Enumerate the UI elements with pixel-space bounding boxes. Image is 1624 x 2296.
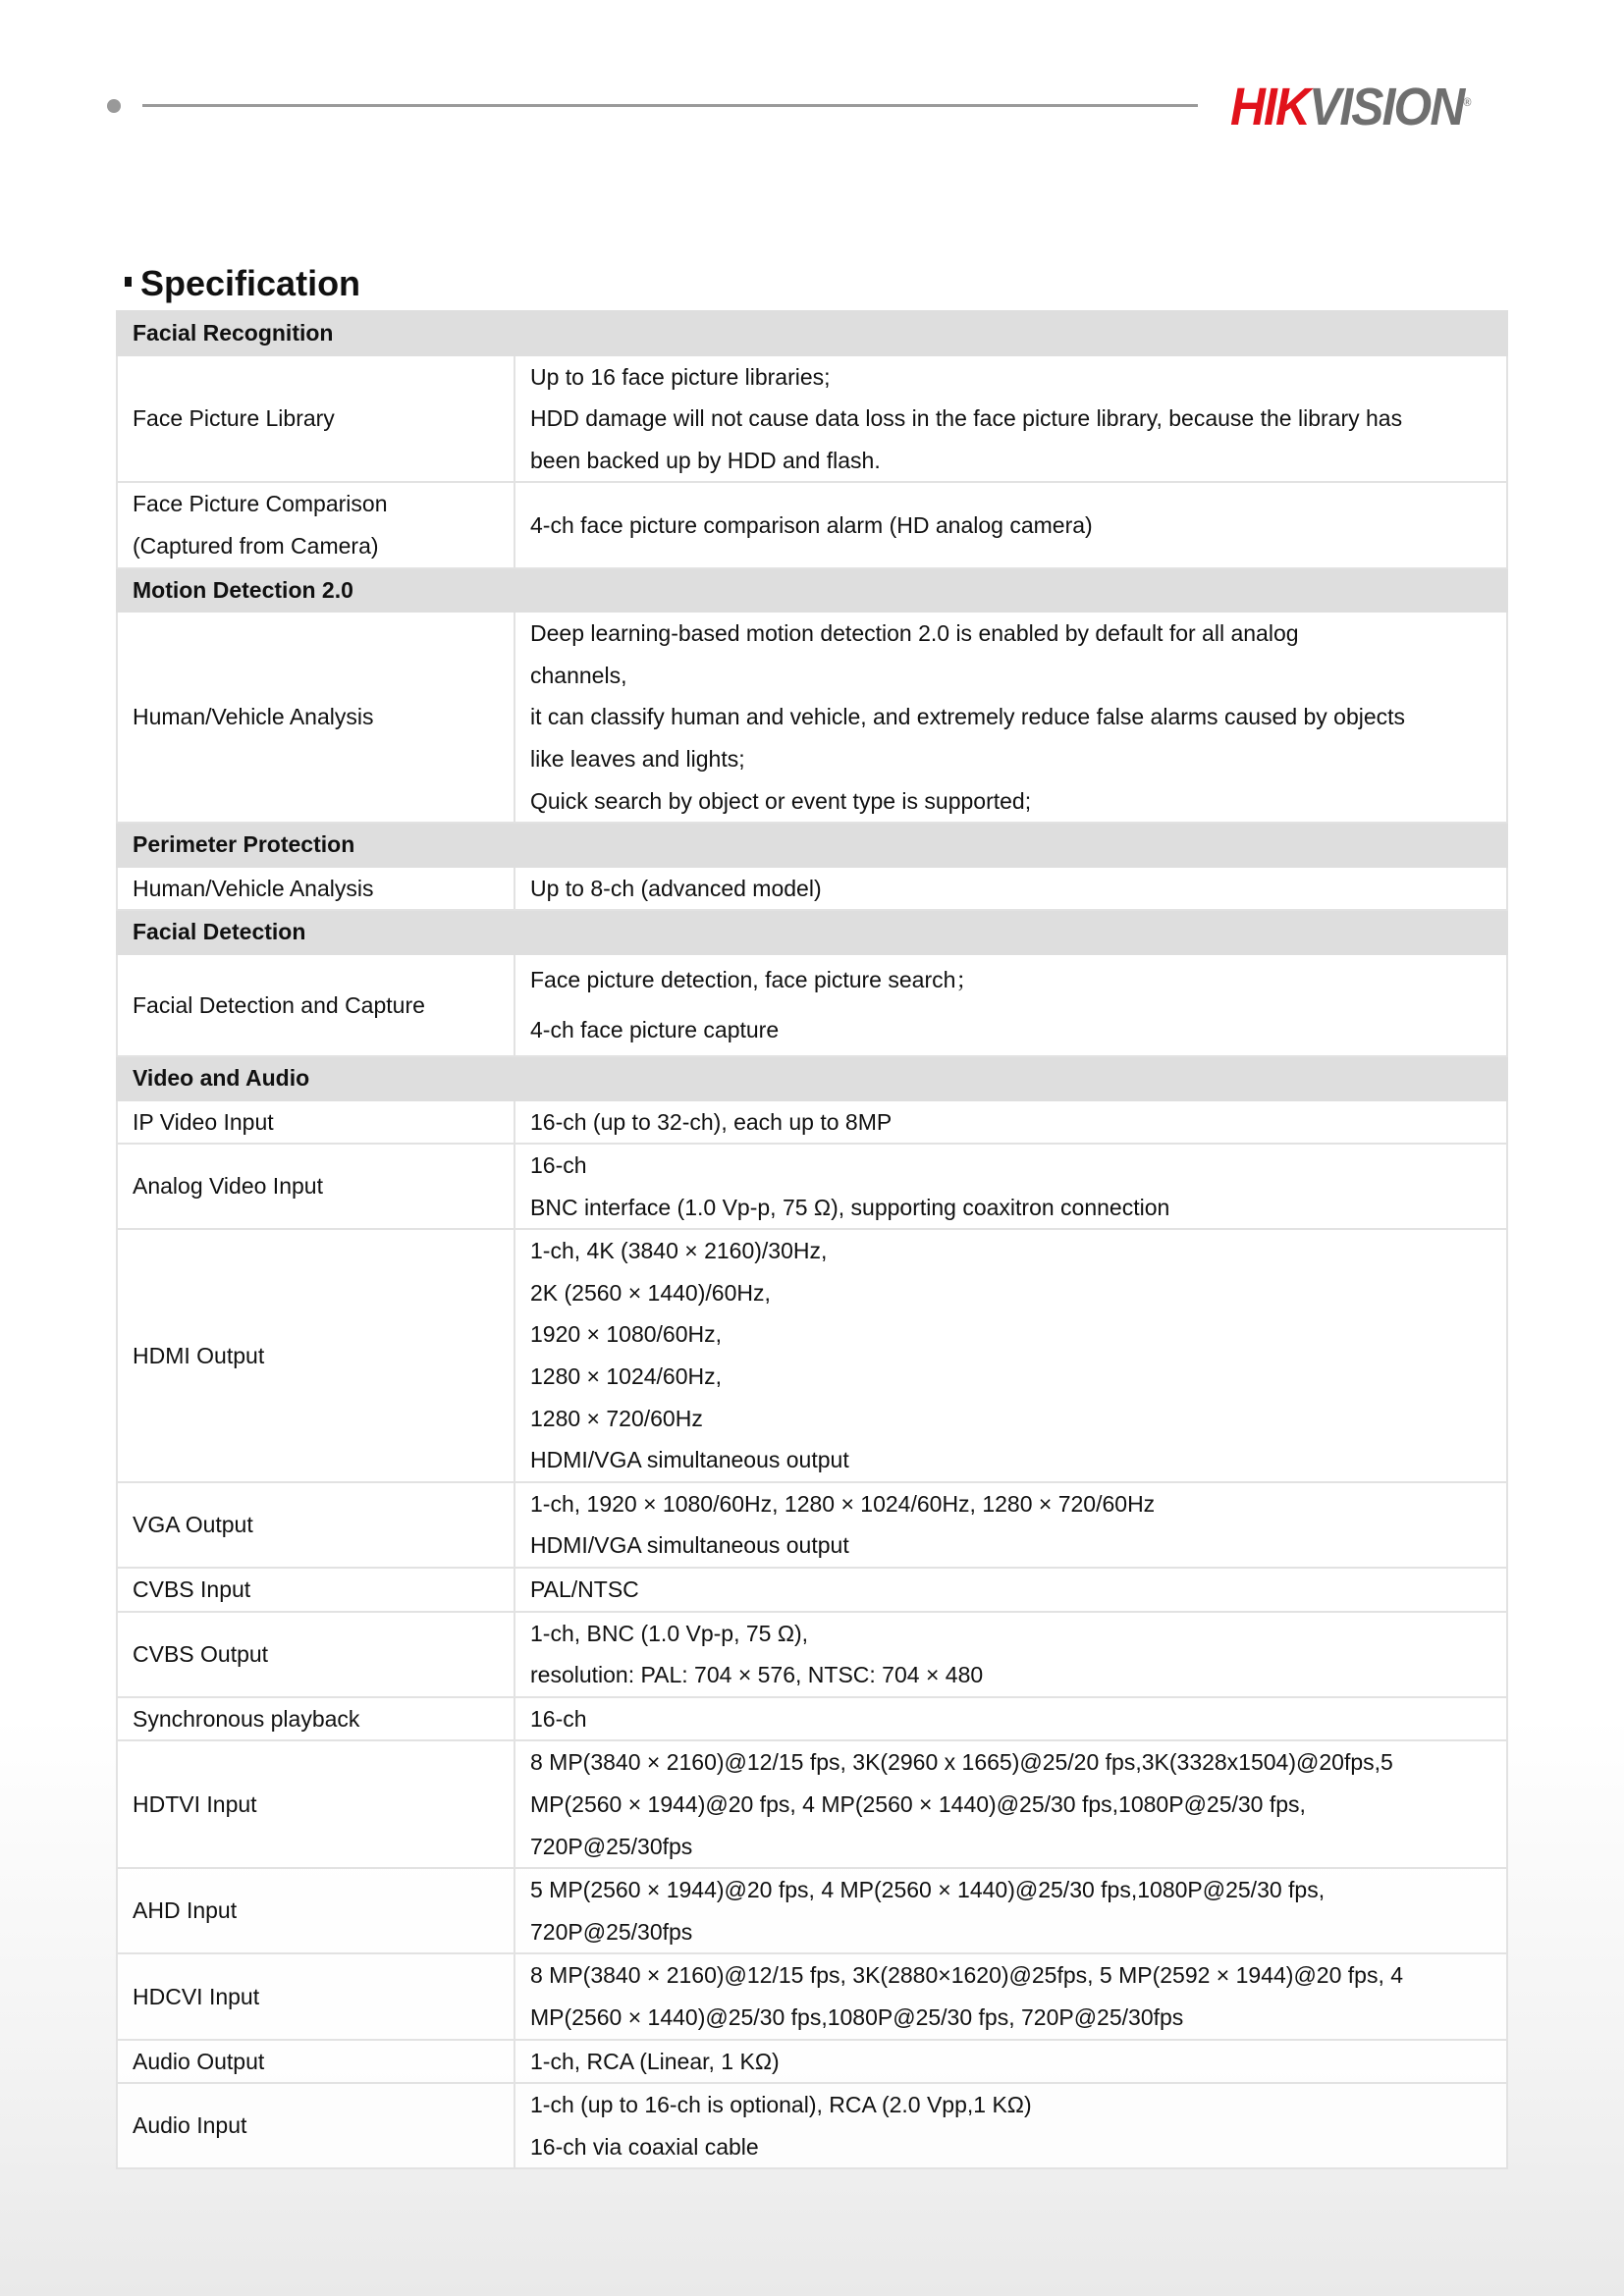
spec-value-line: 8 MP(3840 × 2160)@12/15 fps, 3K(2880×1620)@25fps, 5 MP(2592 × 1944)@20 fps, 4 [530,1962,1404,1989]
spec-value [514,612,1507,823]
section-header-row [117,823,1507,867]
spec-value-line: 1-ch, 1920 × 1080/60Hz, 1280 × 1024/60Hz, 1280 × 720/60Hz [530,1490,1156,1517]
spec-row [117,2083,1507,2168]
spec-value [514,1740,1507,1868]
spec-row [117,1482,1507,1568]
spec-label [117,2083,514,2168]
header-bullet-dot [107,99,121,113]
spec-value-line: resolution: PAL: 704 × 576, NTSC: 704 × 480 [530,1662,984,1688]
spec-value [514,1612,1507,1697]
spec-row [117,1144,1507,1229]
spec-value-line: 2K (2560 × 1440)/60Hz, [530,1279,771,1306]
spec-value [514,355,1507,483]
spec-label-line: HDTVI Input [133,1791,257,1817]
spec-label [117,1868,514,1953]
logo-grey-part: VISION [1309,78,1464,136]
spec-value-line: 720P@25/30fps [530,1918,693,1945]
section-header-row [117,311,1507,355]
registered-mark: ® [1463,95,1470,109]
spec-label [117,1229,514,1482]
spec-label-line: Human/Vehicle Analysis [133,704,374,730]
section-title: Facial Recognition [117,311,1507,355]
spec-value-line: 5 MP(2560 × 1944)@20 fps, 4 MP(2560 × 1440)@25/30 fps,1080P@25/30 fps, [530,1877,1326,1903]
spec-value-line: PAL/NTSC [530,1576,639,1603]
hikvision-logo [1230,77,1470,137]
section-header-row [117,1056,1507,1100]
section-title: Motion Detection 2.0 [117,568,1507,613]
spec-label-line: HDCVI Input [133,1983,260,2009]
spec-value-line: Deep learning-based motion detection 2.0 is enabled by default for all analog [530,620,1299,647]
spec-row [117,2040,1507,2084]
spec-label [117,954,514,1056]
spec-label [117,867,514,911]
spec-label-line: Face Picture Library [133,405,335,432]
spec-value-line: Up to 16 face picture libraries; [530,363,831,390]
spec-label [117,1697,514,1741]
spec-label-line: IP Video Input [133,1108,274,1135]
spec-value-line: 8 MP(3840 × 2160)@12/15 fps, 3K(2960 x 1665)@25/20 fps,3K(3328x1504)@20fps,5 [530,1749,1393,1776]
spec-row [117,1612,1507,1697]
spec-value-line: like leaves and lights; [530,745,745,772]
spec-value-line: BNC interface (1.0 Vp-p, 75 Ω), supporting coaxitron connection [530,1194,1170,1220]
spec-value-line: channels, [530,662,627,688]
spec-label-line: Analog Video Input [133,1173,323,1200]
spec-value [514,1868,1507,1953]
spec-value [514,1568,1507,1612]
spec-value-line: HDMI/VGA simultaneous output [530,1532,849,1559]
spec-value [514,1697,1507,1741]
spec-value-line: 16-ch (up to 32-ch), each up to 8MP [530,1108,893,1135]
spec-row [117,1868,1507,1953]
spec-row [117,1697,1507,1741]
section-header-row [117,568,1507,613]
spec-value-line: MP(2560 × 1440)@25/30 fps,1080P@25/30 fps, 720P@25/30fps [530,2003,1184,2030]
spec-value-line: 1-ch, 4K (3840 × 2160)/30Hz, [530,1238,828,1264]
spec-label-line: Synchronous playback [133,1705,360,1732]
spec-row [117,482,1507,567]
spec-label [117,2040,514,2084]
spec-label-line: (Captured from Camera) [133,532,379,559]
spec-label [117,1568,514,1612]
spec-value-line: 16-ch via coaxial cable [530,2133,759,2160]
spec-value-line: 16-ch [530,1152,587,1179]
spec-value [514,482,1507,567]
spec-row [117,1740,1507,1868]
spec-label-line: HDMI Output [133,1342,265,1368]
spec-row [117,1568,1507,1612]
spec-label-line: Facial Detection and Capture [133,991,425,1018]
spec-label-line: Human/Vehicle Analysis [133,875,374,901]
spec-value-line: Quick search by object or event type is supported; [530,787,1032,814]
spec-value-line: 720P@25/30fps [530,1833,693,1859]
spec-value [514,1100,1507,1145]
spec-value-line: HDD damage will not cause data loss in the face picture library, because the library has [530,405,1403,432]
spec-row [117,1100,1507,1145]
spec-value-line: been backed up by HDD and flash. [530,447,881,473]
spec-value-line: HDMI/VGA simultaneous output [530,1447,849,1473]
section-title: Perimeter Protection [117,823,1507,867]
header-rule [142,104,1198,107]
section-title: Facial Detection [117,910,1507,954]
square-bullet-icon [125,277,132,287]
spec-label [117,1612,514,1697]
section-header-row [117,910,1507,954]
spec-value-line: 1920 × 1080/60Hz, [530,1321,723,1348]
spec-label [117,612,514,823]
spec-value-line: 4-ch face picture capture [530,1016,780,1042]
spec-label [117,482,514,567]
specification-table [116,310,1508,2169]
spec-value [514,867,1507,911]
spec-value [514,1482,1507,1568]
spec-value [514,2040,1507,2084]
section-title: Video and Audio [117,1056,1507,1100]
spec-row [117,867,1507,911]
spec-value-line: Up to 8-ch (advanced model) [530,875,822,901]
spec-label-line: VGA Output [133,1512,253,1538]
spec-value-line: 1-ch (up to 16-ch is optional), RCA (2.0 Vpp,1 KΩ) [530,2092,1032,2118]
spec-row [117,612,1507,823]
logo-red-part: HIK [1230,78,1310,136]
spec-label-line: Audio Input [133,2112,247,2139]
spec-value-line: Face picture detection, face picture search； [530,966,979,992]
spec-label-line: CVBS Input [133,1576,251,1603]
spec-label-line: CVBS Output [133,1640,269,1667]
page-title-text: Specification [140,263,361,303]
spec-value-line: 1280 × 1024/60Hz, [530,1363,723,1390]
spec-value-line: 4-ch face picture comparison alarm (HD analog camera) [530,511,1093,538]
spec-value-line: MP(2560 × 1944)@20 fps, 4 MP(2560 × 1440)@25/30 fps,1080P@25/30 fps, [530,1791,1306,1817]
spec-value [514,1229,1507,1482]
spec-value-line: 1-ch, RCA (Linear, 1 KΩ) [530,2048,780,2074]
spec-label [117,1482,514,1568]
page-title [125,263,360,304]
spec-label-line: AHD Input [133,1897,238,1924]
spec-value-line: 16-ch [530,1705,587,1732]
spec-label-line: Audio Output [133,2048,265,2074]
spec-value-line: it can classify human and vehicle, and extremely reduce false alarms caused by objects [530,704,1406,730]
spec-label-line: Face Picture Comparison [133,491,388,517]
spec-value [514,1144,1507,1229]
spec-label [117,1144,514,1229]
spec-value [514,2083,1507,2168]
spec-row [117,954,1507,1056]
spec-value [514,954,1507,1056]
spec-row [117,1953,1507,2039]
spec-row [117,1229,1507,1482]
spec-label [117,1953,514,2039]
spec-row [117,355,1507,483]
spec-value-line: 1-ch, BNC (1.0 Vp-p, 75 Ω), [530,1620,809,1646]
spec-value [514,1953,1507,2039]
spec-label [117,1100,514,1145]
spec-value-line: 1280 × 720/60Hz [530,1405,703,1431]
spec-label [117,1740,514,1868]
spec-label [117,355,514,483]
